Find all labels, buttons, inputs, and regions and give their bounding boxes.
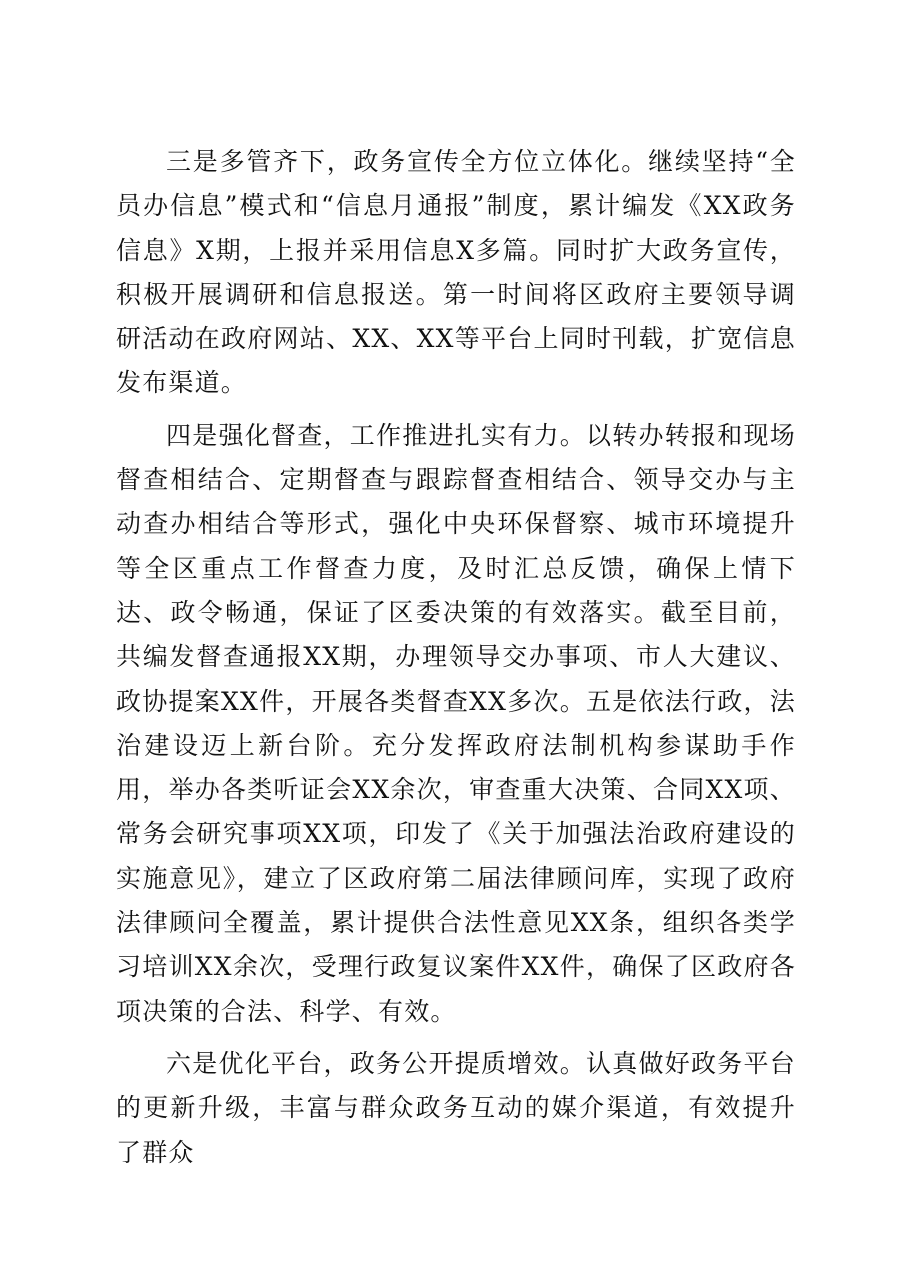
paragraph-supervision-and-law: 四是强化督查，工作推进扎实有力。以转办转报和现场督查相结合、定期督查与跟踪督查相结合、领导交办与主动查办相结合等形式，强化中央环保督察、城市环境提升等全区重点工作督查力度，及时汇总反馈，确保上情下达、政令畅通，保证了区委决策的有效落实。截至目前，共编发督查通报XX期，办理领导交办事项、市人大建议、政协提案XX件，开展各类督查XX多次。五是依法行政，法治建设迈上新台阶。充分发挥政府法制机构参谋助手作用，举办各类听证会XX余次，审查重大决策、合同XX项、常务会研究事项XX项，印发了《关于加强法治政府建设的实施意见》，建立了区政府第二届法律顾问库，实现了政府法律顾问全覆盖，累计提供合法性意见XX条，组织各类学习培训XX余次，受理行政复议案件XX件，确保了区政府各项决策的合法、科学、有效。 <box>116 420 796 1026</box>
paragraph-platform: 六是优化平台，政务公开提质增效。认真做好政务平台的更新升级，丰富与群众政务互动的媒介渠道，有效提升了群众 <box>116 1048 796 1167</box>
document-body <box>116 140 796 1175</box>
paragraph-publicity: 三是多管齐下，政务宣传全方位立体化。继续坚持“全员办信息”模式和“信息月通报”制度，累计编发《XX政务信息》X期，上报并采用信息X多篇。同时扩大政务宣传，积极开展调研和信息报送。第一时间将区政府主要领导调研活动在政府网站、XX、XX等平台上同时刊载，扩宽信息发布渠道。 <box>116 147 796 398</box>
